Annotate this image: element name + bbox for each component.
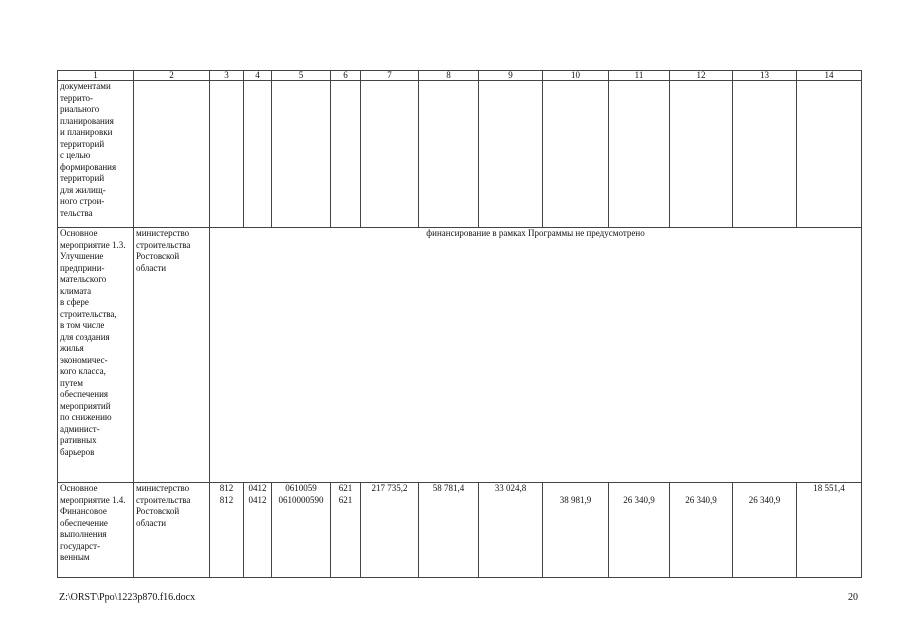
column-header: 6 [331, 71, 361, 81]
amount-cell: 26 340,9 [609, 483, 670, 578]
target-article-cell: 0610059 0610000590 [272, 483, 331, 578]
table-row [58, 81, 862, 228]
amount-cell: 18 551,4 [797, 483, 862, 578]
column-header: 14 [797, 71, 862, 81]
executor-cell [134, 81, 210, 228]
empty-cell [419, 81, 479, 228]
expense-type-cell: 621 621 [331, 483, 361, 578]
column-header: 3 [210, 71, 244, 81]
amount-cell: 26 340,9 [670, 483, 733, 578]
column-header: 10 [543, 71, 609, 81]
empty-cell [272, 81, 331, 228]
page-number: 20 [848, 592, 858, 603]
column-header: 5 [272, 71, 331, 81]
activity-description: документами террито- риального планирования и планировки территорий с целью формирования территорий для жилищ- ного строи- тельства [58, 81, 134, 228]
empty-cell [797, 81, 862, 228]
empty-cell [361, 81, 419, 228]
budget-table [57, 70, 862, 578]
empty-cell [479, 81, 543, 228]
empty-cell [609, 81, 670, 228]
no-financing-note: финансирование в рамках Программы не предусмотрено [210, 228, 862, 483]
amount-cell: 33 024,8 [479, 483, 543, 578]
column-header: 7 [361, 71, 419, 81]
activity-description: Основное мероприятие 1.3. Улучшение предприни- мательского климата в сфере строительства, в том числе для создания жилья экономичес- кого класса, путем обеспечения мероприятий по снижению админист- ративных барьеров [58, 228, 134, 483]
empty-cell [733, 81, 797, 228]
amount-cell: 217 735,2 [361, 483, 419, 578]
column-header: 2 [134, 71, 210, 81]
empty-cell [543, 81, 609, 228]
column-number-row [58, 71, 862, 81]
empty-cell [210, 81, 244, 228]
column-header: 8 [419, 71, 479, 81]
column-header: 11 [609, 71, 670, 81]
grbs-code-cell: 812 812 [210, 483, 244, 578]
amount-cell: 26 340,9 [733, 483, 797, 578]
activity-description: Основное мероприятие 1.4. Финансовое обеспечение выполнения государст- венным [58, 483, 134, 578]
column-header: 1 [58, 71, 134, 81]
column-header: 9 [479, 71, 543, 81]
file-path: Z:\ORST\Ppo\1223p870.f16.docx [59, 592, 196, 603]
amount-cell: 58 781,4 [419, 483, 479, 578]
empty-cell [331, 81, 361, 228]
column-header: 12 [670, 71, 733, 81]
column-header: 4 [244, 71, 272, 81]
table-row [58, 483, 862, 578]
empty-cell [670, 81, 733, 228]
column-header: 13 [733, 71, 797, 81]
executor-cell: министерство строительства Ростовской области [134, 483, 210, 578]
executor-cell: министерство строительства Ростовской области [134, 228, 210, 483]
section-code-cell: 0412 0412 [244, 483, 272, 578]
table-row [58, 228, 862, 483]
empty-cell [244, 81, 272, 228]
amount-cell: 38 981,9 [543, 483, 609, 578]
